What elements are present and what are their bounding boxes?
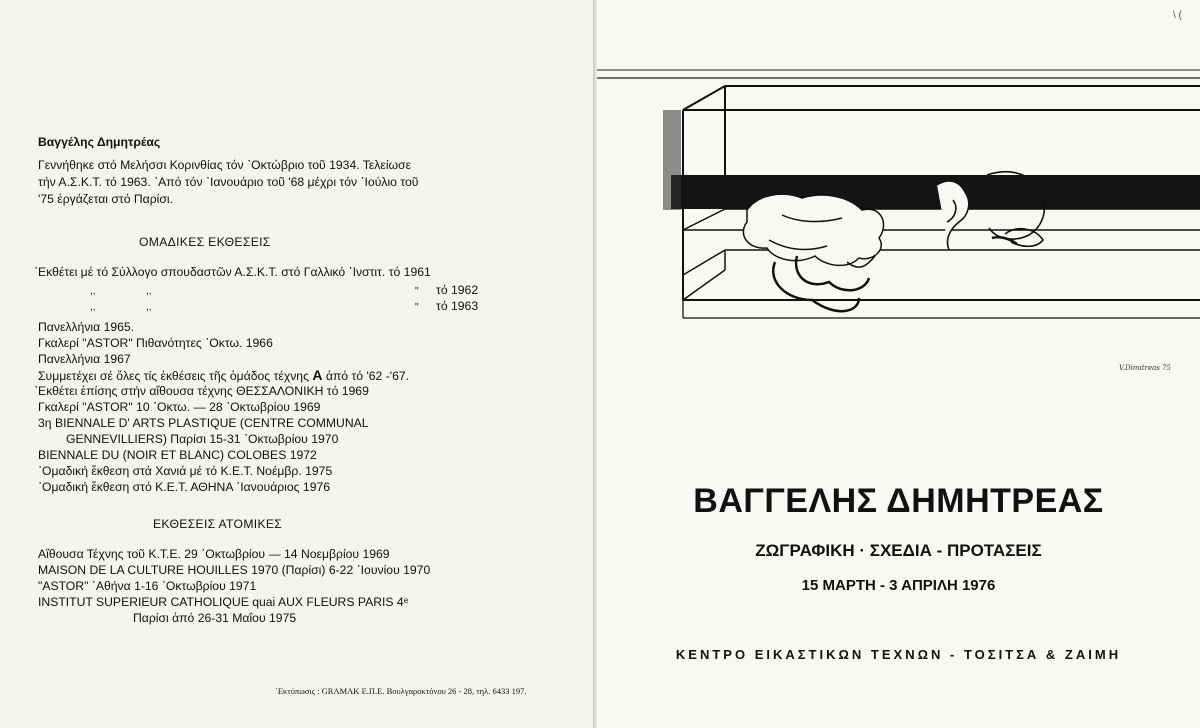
exhibition-line: Γκαλερί "ASTOR" 10 ᾽Οκτω. — 28 ᾽Οκτωβρίου 1969 <box>38 400 321 414</box>
ditto-mark: " <box>415 286 419 297</box>
group-exhibitions-heading: ΟΜΑΔΙΚΕΣ ΕΚΘΕΣΕΙΣ <box>139 235 271 249</box>
exhibition-line <box>38 367 409 384</box>
exhibition-line: ᾽Ομαδική ἔκθεση στά Χανιά μέ τό Κ.Ε.Τ. Νοέμβρ. 1975 <box>38 464 333 478</box>
artist-title: ΒΑΓΓΕΛΗΣ ΔΗΜΗΤΡΕΑΣ <box>693 482 1104 520</box>
box-edge <box>683 86 725 110</box>
artist-signature: V.Dimitreas 75 <box>1119 364 1171 372</box>
venue: ΚΕΝΤΡΟ ΕΙΚΑΣΤΙΚΩΝ ΤΕΧΝΩΝ - ΤΟΣΙΤΣΑ & ΖΑΙΜΗ <box>675 647 1122 662</box>
exhibition-line: INSTITUT SUPERIEUR CATHOLIQUE quai AUX FLEURS PARIS 4ᵉ <box>38 595 409 609</box>
box-edge <box>683 250 725 275</box>
right-page <box>597 0 1200 728</box>
dark-band <box>671 175 1200 209</box>
ditto-mark: ,, <box>146 286 152 297</box>
exhibition-line: ᾽Εκθέτει μέ τό Σύλλογο σπουδαστῶν Α.Σ.Κ.Τ. στό Γαλλικό ᾽Ινστιτ. τό 1961 <box>34 265 431 279</box>
exhibition-line: 3η BIENNALE D' ARTS PLASTIQUE (CENTRE COMMUNAL <box>38 416 369 430</box>
exhibition-line: Αἴθουσα Τέχνης τοῦ Κ.Τ.Ε. 29 ᾽Οκτωβρίου — 14 Νοεμβρίου 1969 <box>38 547 390 561</box>
exhibition-line: MAISON DE LA CULTURE HOUILLES 1970 (Παρίσι) 6-22 ᾽Ιουνίου 1970 <box>38 563 431 577</box>
exhibition-line: Γκαλερί "ASTOR" Πιθανότητες ᾽Οκτω. 1966 <box>38 336 273 350</box>
artwork-drawing <box>597 0 1200 360</box>
ditto-mark: ,, <box>146 302 152 313</box>
exhibition-line: Πανελλήνια 1967 <box>38 352 131 366</box>
artist-name-heading: Βαγγέλης Δημητρέας <box>38 135 161 149</box>
box-edge <box>683 270 725 300</box>
exhibition-line: Πανελλήνια 1965. <box>38 320 135 334</box>
ditto-mark: " <box>415 302 419 313</box>
exhibition-line: ᾽Εκθέτει ἐπίσης στήν αἴθουσα τέχνης ΘΕΣΣΑΛΟΝΙΚΗ τό 1969 <box>34 384 369 398</box>
team-text: Συμμετέχει σέ ὅλες τίς ἐκθέσεις τῆς ὁμάδος τέχνης <box>38 369 313 383</box>
solo-exhibitions-heading: ΕΚΘΕΣΕΙΣ ΑΤΟΜΙΚΕΣ <box>153 517 283 531</box>
exhibition-line: Παρίσι ἀπό 26-31 Μαΐου 1975 <box>133 611 297 625</box>
exhibition-line: "ASTOR" ᾽Αθήνα 1-16 ᾽Οκτωβρίου 1971 <box>38 579 257 593</box>
pencil-mark: \ ( <box>1173 10 1182 21</box>
team-letter: Α <box>312 367 323 383</box>
ditto-mark: ,, <box>90 286 96 297</box>
team-years: ἀπό τό '62 -'67. <box>322 369 410 383</box>
printer-credit: ᾽Εκτύπωσις : GRAMAK Ε.Π.Ε. Βουλγαροκτόνου 26 - 28, τηλ. 6433 197. <box>275 686 527 696</box>
exhibition-line: ᾽Ομαδική ἔκθεση στό Κ.Ε.Τ. ΑΘΗΝΑ ᾽Ιανουάριος 1976 <box>38 480 331 494</box>
exhibition-dates: 15 ΜΑΡΤΗ - 3 ΑΠΡΙΛΗ 1976 <box>801 577 996 594</box>
bio-line: τήν Α.Σ.Κ.Τ. τό 1963. ᾽Από τόν ᾽Ιανουάριο τοῦ '68 μέχρι τόν ᾽Ιούλιο τοῦ <box>38 175 419 189</box>
bio-line: Γεννήθηκε στό Μελήσσι Κορινθίας τόν ᾽Οκτώβριο τοῦ 1934. Τελείωσε <box>38 158 412 172</box>
left-page <box>0 0 593 728</box>
exhibition-line: GENNEVILLIERS) Παρίσι 15-31 ᾽Οκτωβρίου 1970 <box>66 432 339 446</box>
exhibition-line: BIENNALE DU (NOIR ET BLANC) COLOBES 1972 <box>38 448 317 462</box>
crumpled-figure-left <box>743 194 883 311</box>
exhibition-subtitle: ΖΩΓΡΑΦΙΚΗ · ΣΧΕΔΙΑ - ΠΡΟΤΑΣΕΙΣ <box>755 541 1042 560</box>
box-shadow <box>663 110 681 210</box>
box-edge <box>683 209 725 230</box>
exhibition-year: τό 1962 <box>436 283 479 297</box>
bio-line: '75 ἐργάζεται στό Παρίσι. <box>38 192 173 206</box>
ditto-mark: ,, <box>90 302 96 313</box>
exhibition-year: τό 1963 <box>436 299 479 313</box>
